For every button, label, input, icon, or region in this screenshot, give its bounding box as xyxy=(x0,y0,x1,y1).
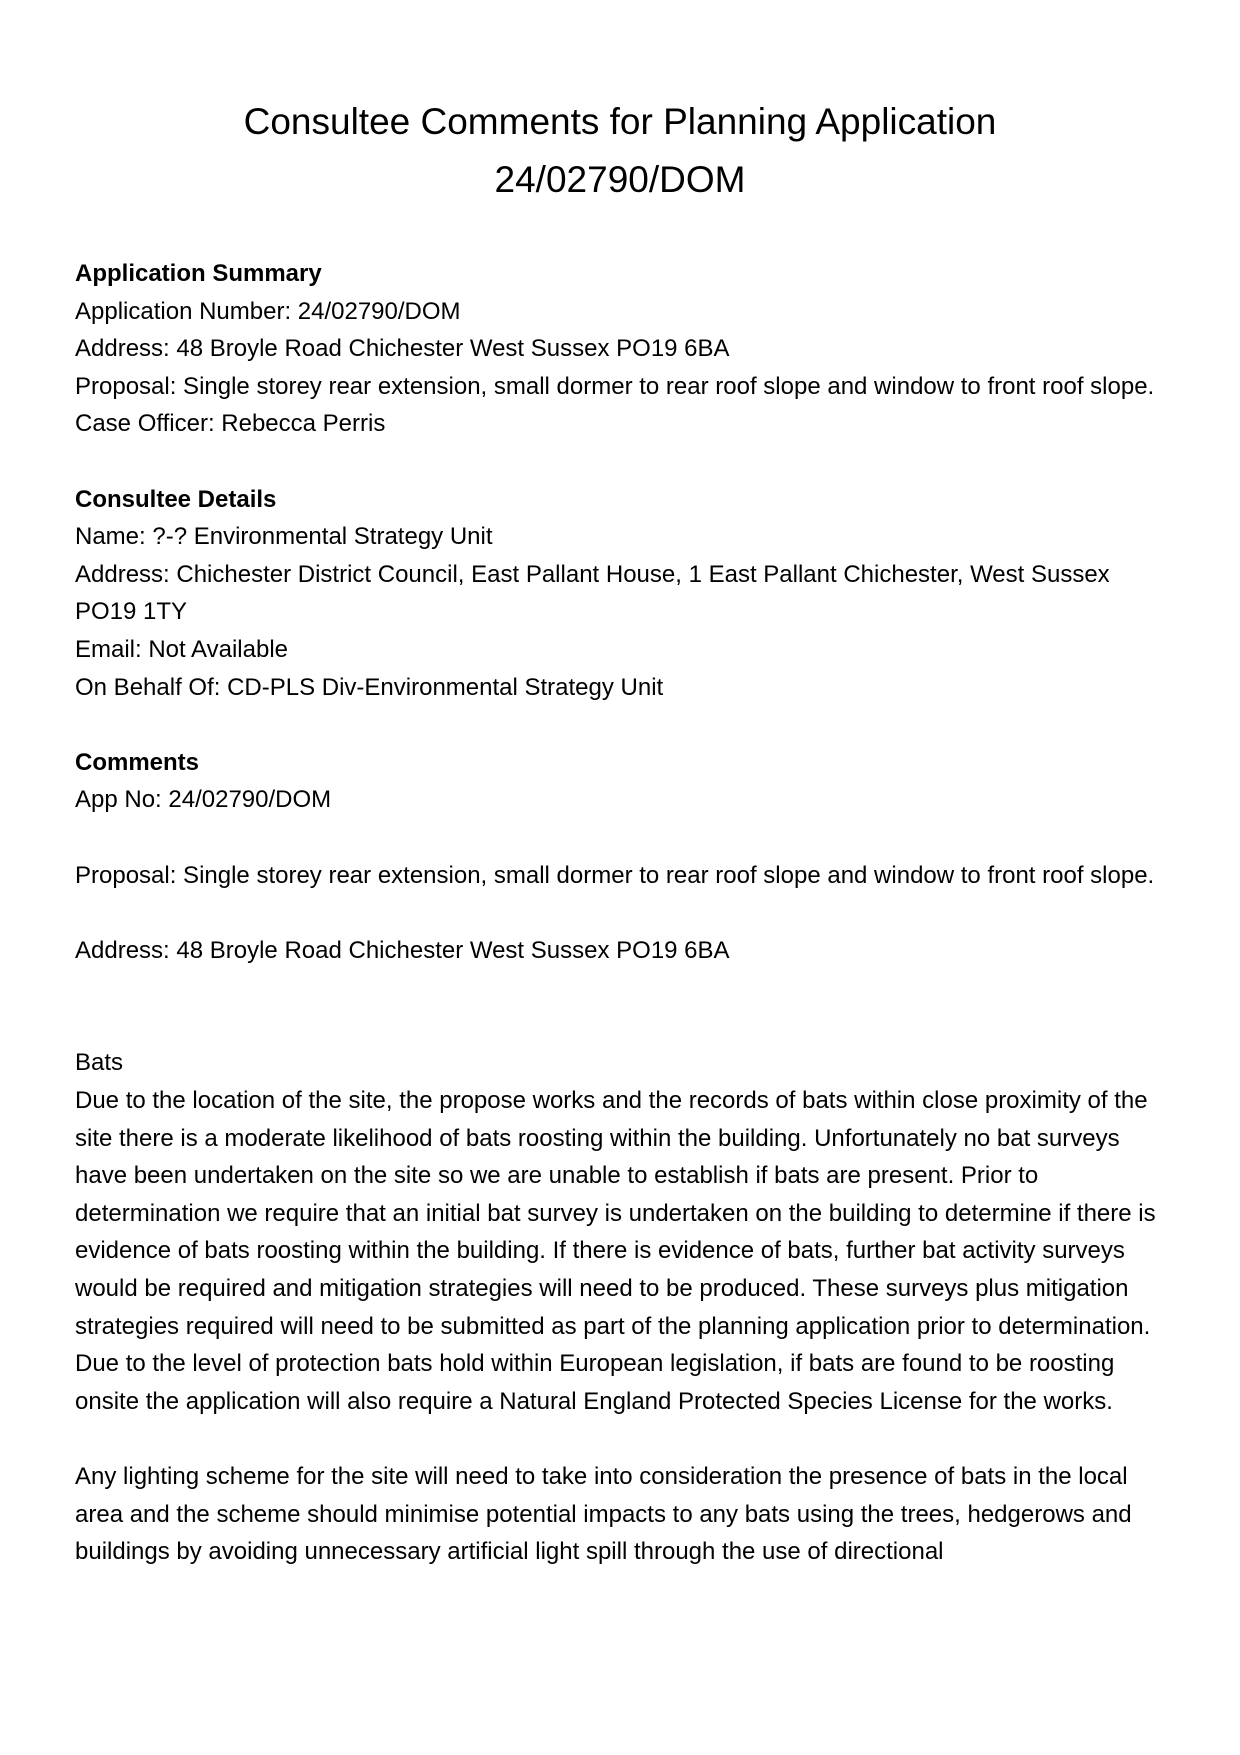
bats-paragraph: Due to the location of the site, the propose works and the records of bats within close proximity of the site there is a moderate likelihood of bats roosting within the building. Unfortunately no bat surveys have been undertaken on the site so we are unable to establish if bats are present. Prior to determination we require that an initial bat survey is undertaken on the building to determine if there is evidence of bats roosting within the building. If there is evidence of bats, further bat activity surveys would be required and mitigation strategies will need to be produced. These surveys plus mitigation strategies required will need to be submitted as part of the planning application prior to determination. Due to the level of protection bats hold within European legislation, if bats are found to be roosting onsite the application will also require a Natural England Protected Species License for the works. xyxy=(75,1087,1156,1415)
document-body xyxy=(75,255,1175,1571)
comments-app-no: App No: 24/02790/DOM xyxy=(75,786,332,814)
lighting-paragraph: Any lighting scheme for the site will need to take into consideration the presence of bats in the local area and the scheme should minimise potential impacts to any bats using the trees, hedgerows and buildings by avoiding unnecessary artificial light spill through the use of directional xyxy=(75,1463,1132,1566)
consultee-details-section xyxy=(75,481,1175,707)
consultee-on-behalf-of: On Behalf Of: CD-PLS Div-Environmental Strategy Unit xyxy=(75,673,664,701)
comments-address: Address: 48 Broyle Road Chichester West Sussex PO19 6BA xyxy=(75,936,730,964)
application-proposal: Proposal: Single storey rear extension, small dormer to rear roof slope and window to front roof slope. xyxy=(75,372,1155,400)
spacer xyxy=(75,819,1175,857)
spacer xyxy=(75,1420,1175,1458)
comments-section xyxy=(75,744,1175,1571)
comments-heading: Comments xyxy=(75,748,200,776)
consultee-address: Address: Chichester District Council, East Pallant House, 1 East Pallant Chichester, West Sussex PO19 1TY xyxy=(75,560,1110,626)
title-line-2: 24/02790/DOM xyxy=(494,159,746,200)
case-officer: Case Officer: Rebecca Perris xyxy=(75,410,386,438)
spacer xyxy=(75,443,1175,481)
application-address: Address: 48 Broyle Road Chichester West Sussex PO19 6BA xyxy=(75,335,730,363)
bats-heading: Bats xyxy=(75,1049,124,1077)
consultee-email: Email: Not Available xyxy=(75,635,288,663)
comments-proposal: Proposal: Single storey rear extension, small dormer to rear roof slope and window to front roof slope. xyxy=(75,861,1155,889)
spacer xyxy=(75,706,1175,744)
spacer xyxy=(75,969,1175,1044)
application-number: Application Number: 24/02790/DOM xyxy=(75,297,461,325)
spacer xyxy=(75,894,1175,932)
page-title xyxy=(0,93,1240,209)
consultee-details-heading: Consultee Details xyxy=(75,485,277,513)
application-summary-section xyxy=(75,255,1175,443)
title-line-1: Consultee Comments for Planning Application xyxy=(243,101,997,142)
consultee-name: Name: ?-? Environmental Strategy Unit xyxy=(75,523,493,551)
application-summary-heading: Application Summary xyxy=(75,260,322,287)
